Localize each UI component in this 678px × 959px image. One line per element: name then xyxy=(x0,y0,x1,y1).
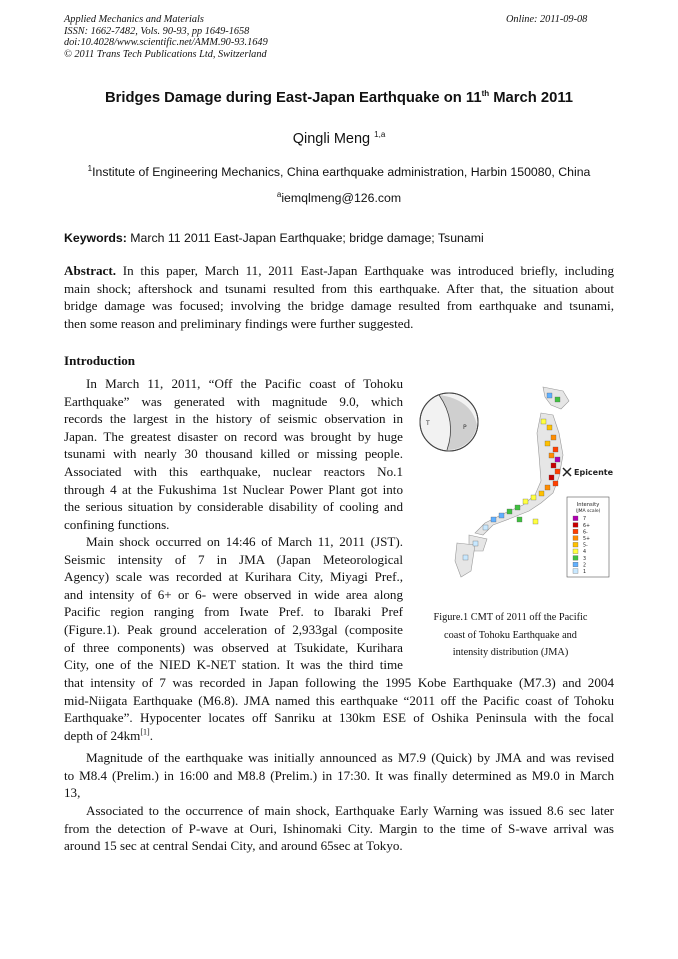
abstract xyxy=(64,262,614,332)
text-line: City, one of the NIED K-NET station. It was the third time xyxy=(64,657,403,673)
text-line: Agency) scale was recorded at Kurihara City, Miyagi Pref., xyxy=(64,569,403,585)
text-line: records the largest in the history of seismic observation in xyxy=(64,411,403,427)
abstract-line: then some reason and preliminary findings were further suggested. xyxy=(64,315,414,331)
journal-name: Applied Mechanics and Materials xyxy=(64,14,204,25)
text-line: from the detection of P-wave at Ouri, Ishinomaki City. Margin to the time of S-wave arrival was xyxy=(64,820,614,836)
caption-line: intensity distribution (JMA) xyxy=(452,647,569,659)
doi-line: doi:10.4028/www.scientific.net/AMM.90-93.1649 xyxy=(64,37,268,49)
legend-swatch xyxy=(573,556,578,561)
legend-swatch xyxy=(573,523,578,528)
caption-line: Figure.1 CMT of 2011 off the Pacific xyxy=(433,612,588,623)
figure-1 xyxy=(413,385,613,603)
intro-paragraph-1 xyxy=(64,375,403,533)
text-line: confining functions. xyxy=(64,516,170,532)
text-line: through 4 at the Fukushima 1st Nuclear Power Plant got into xyxy=(64,481,403,497)
email: $^a$iemqlmeng@126.com xyxy=(276,189,402,205)
text-line: the serious situation by considerable disability of cooling and xyxy=(64,499,403,515)
intensity-map xyxy=(413,385,613,603)
legend-label: 3 xyxy=(583,556,587,562)
text-line: tsunami with nearly 30 thousand killed or missing people. xyxy=(64,446,403,462)
svg-text:T: T xyxy=(426,420,430,427)
legend-subtitle: (JMA scale) xyxy=(575,509,601,514)
intro-paragraph-2-cont xyxy=(64,674,614,744)
legend-label: 1 xyxy=(583,570,587,575)
legend-label: 4 xyxy=(583,550,587,556)
text-line: 13, xyxy=(64,785,81,801)
legend-label: 7 xyxy=(583,517,587,523)
intro-paragraph-2 xyxy=(64,533,403,674)
text-line: Earthquake”. Hypocenter locates off Sanriku at 130km ESE of Oshika Peninsula with the focal xyxy=(64,710,614,726)
cmt-beachball xyxy=(420,393,478,451)
affiliation: $^1$Institute of Engineering Mechanics, China earthquake administration, Harbin 150080, China xyxy=(87,163,591,179)
intro-paragraph-4 xyxy=(64,802,614,855)
caption-line: coast of Tohoku Earthquake and xyxy=(444,629,577,641)
legend-label: 2 xyxy=(583,563,587,569)
abstract-line: bridge damage was focused; involving the bridge damage resulted from earthquake and tsunami, xyxy=(64,298,614,314)
legend-label: 6- xyxy=(583,530,588,536)
text-line: mid-Niigata Earthquake (M6.8). JMA named this earthquake “2011 off the Pacific coast of Tohoku xyxy=(64,692,614,708)
legend-swatch xyxy=(573,516,578,521)
legend-swatch xyxy=(573,529,578,534)
legend-swatch xyxy=(573,536,578,541)
text-line: Associated to the occurrence of main shock, Earthquake Early Warning was issued 8.6 sec later xyxy=(86,803,614,818)
text-line: of three components) was observed at Tsukidate, Kurihara xyxy=(64,639,403,655)
citation: [1] xyxy=(140,727,150,737)
text-line: Japan. The greatest disaster on record was brought by huge xyxy=(64,428,403,444)
text-line: Earthquake” was generated with magnitude 9.0, which xyxy=(64,393,403,409)
intensity-legend xyxy=(567,497,609,577)
text-line: around 15 sec at central Sendai City, and around 65sec at Tokyo. xyxy=(64,838,403,854)
legend-swatch xyxy=(573,549,578,554)
journal-header xyxy=(64,14,268,60)
text-line: Associated with this earthquake, nuclear reactors No.1 xyxy=(64,463,403,479)
svg-text:P: P xyxy=(463,424,467,431)
legend-label: 5- xyxy=(583,543,588,549)
legend-title: Intensity xyxy=(576,502,600,508)
text-line: depth of 24km[1]. xyxy=(64,727,153,743)
section-heading: Introduction xyxy=(64,353,136,368)
text-line: and intensity of 6+ or 6- were observed in wide area along xyxy=(64,586,403,602)
legend-label: 6+ xyxy=(583,523,591,529)
text-line: Main shock occurred on 14:46 of March 11, 2011 (JST). xyxy=(86,534,403,549)
legend-swatch xyxy=(573,542,578,547)
legend-swatch xyxy=(573,569,578,574)
abstract-line: Abstract. In this paper, March 11, 2011 East-Japan Earthquake was introduced briefly, including xyxy=(64,263,614,278)
legend-swatch xyxy=(573,562,578,567)
issn-line: ISSN: 1662-7482, Vols. 90-93, pp 1649-1658 xyxy=(64,25,250,37)
text-line: In March 11, 2011, “Off the Pacific coast of Tohoku xyxy=(86,376,403,391)
author: Qingli Meng $^{1,a}$ xyxy=(292,130,386,147)
paper-title: Bridges Damage during East-Japan Earthquake on 11th March 2011 xyxy=(104,89,574,106)
online-date: Online: 2011-09-08 xyxy=(506,14,588,25)
text-line: Pacific region ranging from Iwate Pref. to Ibaraki Pref xyxy=(64,604,403,620)
abstract-line: main shock; aftershock and tsunami resulted from this earthquake. After that, the situation about xyxy=(64,280,614,296)
intro-paragraph-3 xyxy=(64,749,614,802)
text-line: (Figure.1). Peak ground acceleration of 2,933gal (composite xyxy=(64,621,403,637)
copyright-line: © 2011 Trans Tech Publications Ltd, Switzerland xyxy=(64,48,267,60)
legend-label: 5+ xyxy=(583,537,591,542)
figure-caption xyxy=(408,609,613,662)
text-line: Magnitude of the earthquake was initially announced as M7.9 (Quick) by JMA and was revised xyxy=(86,750,614,765)
text-line: that intensity of 7 was recorded in Japan following the 1995 Kobe Earthquake (M7.3) and 2004 xyxy=(64,675,614,690)
text-line: Seismic intensity of 7 in JMA (Japan Meteorological xyxy=(64,551,403,567)
keywords: Keywords: March 11 2011 East-Japan Earthquake; bridge damage; Tsunami xyxy=(64,231,484,245)
epicenter-label: Epicenter xyxy=(574,468,613,477)
text-line: to M8.4 (Prelim.) in 16:00 and M8.8 (Prelim.) in 17:30. It was finally determined as M9.0 in March xyxy=(64,767,614,783)
